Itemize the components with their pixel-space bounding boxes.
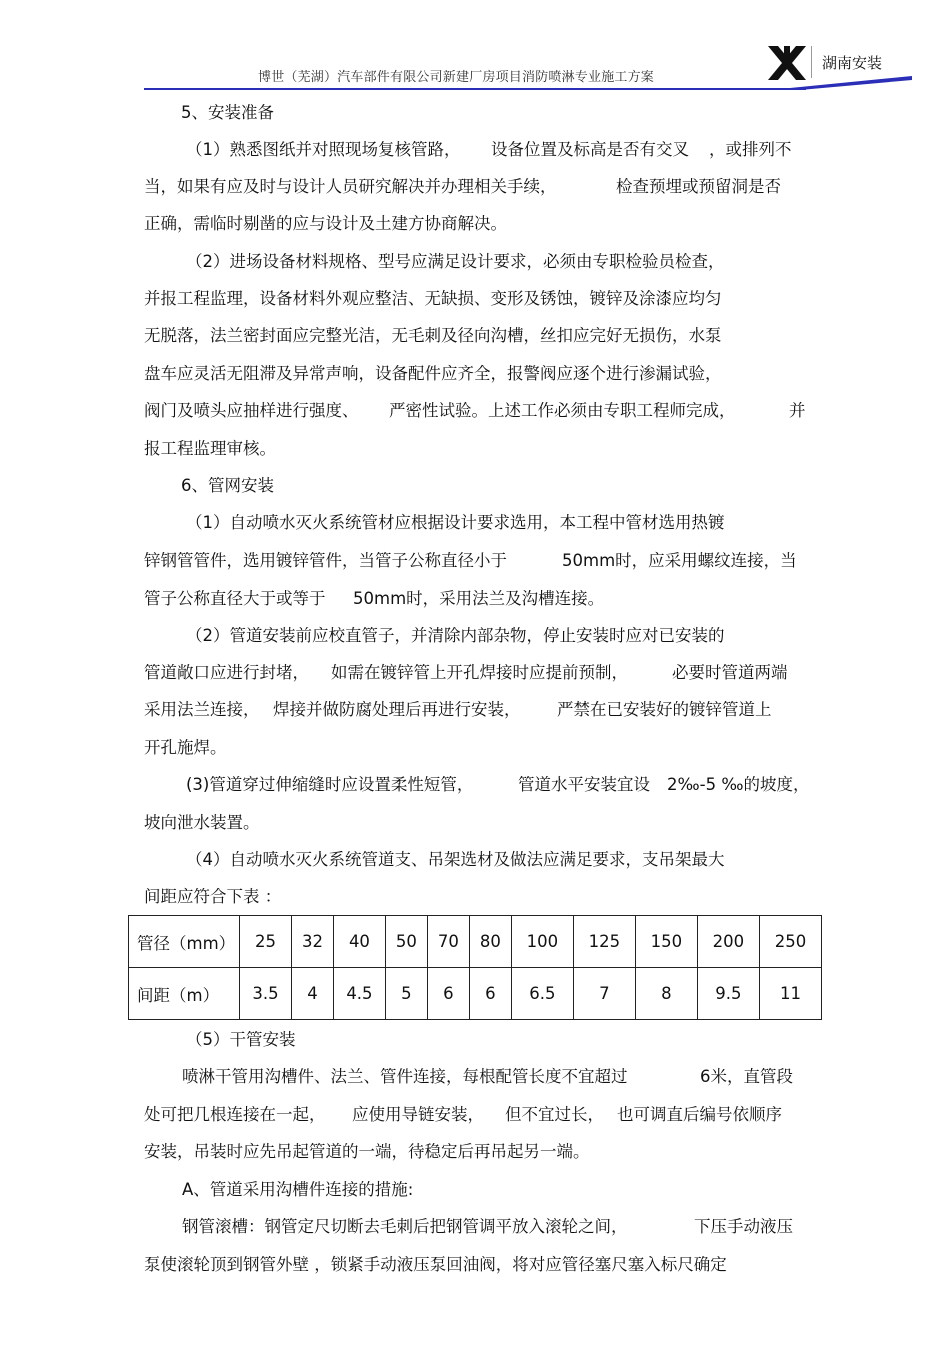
s6-p1-line1: （1）自动喷水灭火系统管材应根据设计要求选用，本工程中管材选用热镀	[186, 513, 725, 532]
table-cell: 5	[385, 968, 427, 1020]
table-cell: 250	[759, 916, 821, 968]
s6-p3-line1c: 2‰-5 ‰的坡度，	[667, 775, 810, 794]
s6-p1-line3a: 管子公称直径大于或等于	[144, 589, 326, 608]
s6-p3-line2: 坡向泄水装置。	[144, 813, 260, 832]
table-cell: 11	[759, 968, 821, 1020]
section-5-heading: 5、安装准备	[181, 103, 274, 122]
table-row-label: 管径（mm）	[129, 916, 240, 968]
s5-p2-line1: （2）进场设备材料规格、型号应满足设计要求，必须由专职检验员检查，	[186, 252, 725, 271]
s6-p3-line1b: 管道水平安装宜设	[518, 775, 650, 794]
table-cell: 200	[697, 916, 759, 968]
s6-p5-line1b: 6米，直管段	[700, 1067, 793, 1086]
s5-p1-line2a: 当，如果有应及时与设计人员研究解决并办理相关手续，	[144, 177, 557, 196]
table-cell: 50	[385, 916, 427, 968]
table-cell: 6	[469, 968, 511, 1020]
document-header-title: 博世（芜湖）汽车部件有限公司新建厂房项目消防喷淋专业施工方案	[258, 70, 655, 85]
s5-p2-line5b: 严密性试验。上述工作必须由专职工程师完成，	[389, 401, 736, 420]
s6-p5-line2c: 但不宜过长，	[505, 1105, 604, 1124]
s5-p2-line2: 并报工程监理，设备材料外观应整洁、无缺损、变形及锈蚀，镀锌及涂漆应均匀	[144, 289, 722, 308]
s6-p2-line2b: 如需在镀锌管上开孔焊接时应提前预制，	[331, 663, 628, 682]
header-rule	[144, 88, 806, 90]
s6-p2-line1: （2）管道安装前应校直管子，并清除内部杂物，停止安装时应对已安装的	[186, 626, 725, 645]
logo-divider	[811, 46, 812, 78]
s5-p1-line2b: 检查预埋或预留洞是否	[616, 177, 781, 196]
header-wedge	[760, 76, 912, 90]
s5-p1-line1c: ，或排列不	[709, 140, 792, 159]
table-row-spacing	[129, 968, 822, 1020]
table-row-label: 间距（m）	[129, 968, 240, 1020]
s6-p2-line2c: 必要时管道两端	[672, 663, 788, 682]
table-row-diameter	[129, 916, 822, 968]
s6-pA-line2: 泵使滚轮顶到钢管外壁 ，锁紧手动液压泵回油阀，将对应管径塞尺塞入标尺确定	[144, 1255, 727, 1274]
s6-p5-line1a: 喷淋干管用沟槽件、法兰、管件连接，每根配管长度不宜超过	[182, 1067, 628, 1086]
s6-p3-line1a: (3)管道穿过伸缩缝时应设置柔性短管，	[186, 775, 474, 794]
table-cell: 100	[511, 916, 573, 968]
table-cell: 4.5	[333, 968, 385, 1020]
table-cell: 3.5	[240, 968, 292, 1020]
s6-p5-line3: 安装，吊装时应先吊起管道的一端，待稳定后再吊起另一端。	[144, 1142, 590, 1161]
table-cell: 125	[573, 916, 635, 968]
s6-p2-line3b: 焊接并做防腐处理后再进行安装，	[273, 700, 521, 719]
s6-p1-line2b: 50mm时，应采用螺纹连接，当	[562, 551, 797, 570]
table-cell: 80	[469, 916, 511, 968]
s6-p4-line1: （4）自动喷水灭火系统管道支、吊架选材及做法应满足要求，支吊架最大	[186, 850, 725, 869]
table-cell: 8	[635, 968, 697, 1020]
s6-p5-line2b: 应使用导链安装，	[352, 1105, 484, 1124]
table-cell: 4	[291, 968, 333, 1020]
s5-p2-line4: 盘车应灵活无阻滞及异常声响，设备配件应齐全，报警阀应逐个进行渗漏试验，	[144, 364, 722, 383]
table-cell: 150	[635, 916, 697, 968]
s6-pA-line1a: 钢管滚槽：钢管定尺切断去毛刺后把钢管调平放入滚轮之间，	[182, 1217, 628, 1236]
s5-p2-line6: 报工程监理审核。	[144, 439, 276, 458]
section-6-heading: 6、管网安装	[181, 476, 274, 495]
s5-p2-line5c: 并	[789, 401, 806, 420]
table-cell: 70	[427, 916, 469, 968]
s6-pA-heading: A、管道采用沟槽件连接的措施:	[182, 1180, 414, 1199]
s5-p1-line3: 正确，需临时剔凿的应与设计及土建方协商解决。	[144, 214, 507, 233]
s6-p2-line2a: 管道敞口应进行封堵，	[144, 663, 309, 682]
s6-p5-heading: （5）干管安装	[186, 1030, 296, 1049]
s6-p2-line3c: 严禁在已安装好的镀锌管道上	[557, 700, 772, 719]
s5-p2-line3: 无脱落，法兰密封面应完整光洁，无毛刺及径向沟槽，丝扣应完好无损伤，水泵	[144, 326, 722, 345]
table-cell: 25	[240, 916, 292, 968]
s6-p5-line2d: 也可调直后编号依顺序	[617, 1105, 782, 1124]
table-cell: 9.5	[697, 968, 759, 1020]
support-spacing-table	[128, 915, 822, 1020]
s6-p1-line3b: 50mm时，采用法兰及沟槽连接。	[353, 589, 605, 608]
table-cell: 6	[427, 968, 469, 1020]
s5-p2-line5a: 阀门及喷头应抽样进行强度、	[144, 401, 359, 420]
s5-p1-line1b: 设备位置及标高是否有交叉	[491, 140, 689, 159]
table-cell: 6.5	[511, 968, 573, 1020]
table-cell: 32	[291, 916, 333, 968]
table-cell: 7	[573, 968, 635, 1020]
s6-p5-line2a: 处可把几根连接在一起，	[144, 1105, 326, 1124]
table-cell: 40	[333, 916, 385, 968]
s5-p1-line1a: （1）熟悉图纸并对照现场复核管路，	[186, 140, 461, 159]
s6-p1-line2a: 锌钢管管件，选用镀锌管件，当管子公称直径小于	[144, 551, 507, 570]
s6-p2-line4: 开孔施焊。	[144, 738, 227, 757]
s6-p2-line3a: 采用法兰连接，	[144, 700, 260, 719]
s6-p4-line2: 间距应符合下表 ：	[144, 887, 282, 906]
brand-name: 湖南安装	[822, 54, 883, 72]
s6-pA-line1b: 下压手动液压	[694, 1217, 793, 1236]
